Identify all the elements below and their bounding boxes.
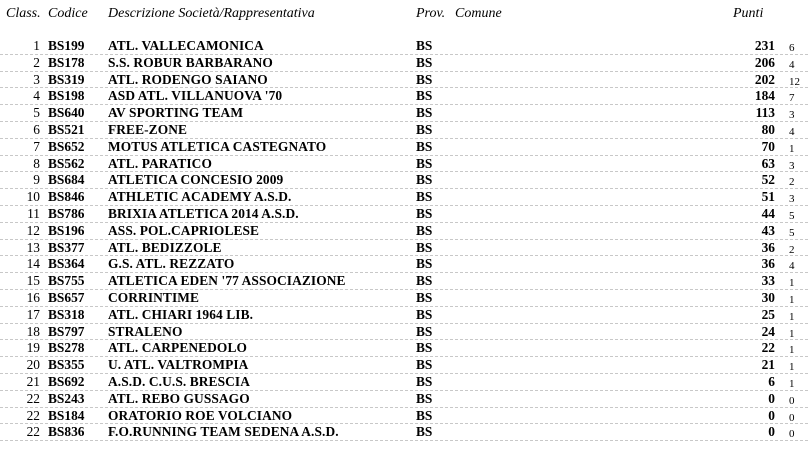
header-points: Punti [733, 6, 764, 21]
header-description: Descrizione Società/Rappresentativa [108, 6, 315, 21]
code-cell: BS657 [48, 289, 85, 305]
rank-cell: 9 [33, 172, 40, 188]
count-cell: 1 [789, 293, 795, 306]
table-row [0, 105, 808, 122]
count-cell: 4 [789, 58, 795, 71]
code-cell: BS184 [48, 407, 85, 423]
points-cell: 30 [761, 289, 775, 305]
code-cell: BS692 [48, 373, 85, 389]
rank-cell: 17 [26, 306, 40, 322]
count-cell: 3 [789, 159, 795, 172]
club-name-cell: AV SPORTING TEAM [108, 105, 244, 121]
points-cell: 206 [754, 54, 775, 70]
points-cell: 36 [761, 256, 775, 272]
table-row [0, 357, 808, 374]
count-cell: 5 [789, 226, 795, 239]
points-cell: 0 [768, 424, 775, 440]
code-cell: BS355 [48, 357, 85, 373]
code-cell: BS243 [48, 390, 85, 406]
club-name-cell: ATL. CHIARI 1964 LIB. [108, 306, 254, 322]
points-cell: 21 [761, 357, 775, 373]
table-row [0, 424, 808, 441]
code-cell: BS318 [48, 306, 85, 322]
table-row [0, 172, 808, 189]
club-name-cell: F.O.RUNNING TEAM SEDENA A.S.D. [108, 424, 339, 440]
code-cell: BS836 [48, 424, 85, 440]
count-cell: 0 [789, 411, 795, 424]
rank-cell: 1 [33, 38, 40, 53]
province-cell: BS [416, 105, 433, 121]
table-row [0, 55, 808, 72]
table-row [0, 408, 808, 425]
rank-cell: 22 [26, 424, 40, 440]
province-cell: BS [416, 88, 433, 104]
count-cell: 5 [789, 209, 795, 222]
rank-cell: 18 [26, 323, 40, 339]
ranking-table [0, 38, 808, 441]
club-name-cell: G.S. ATL. REZZATO [108, 256, 235, 272]
province-cell: BS [416, 424, 433, 440]
province-cell: BS [416, 54, 433, 70]
club-name-cell: ATL. BEDIZZOLE [108, 239, 222, 255]
points-cell: 0 [768, 390, 775, 406]
province-cell: BS [416, 373, 433, 389]
rank-cell: 5 [33, 105, 40, 121]
rank-cell: 12 [26, 222, 40, 238]
code-cell: BS319 [48, 71, 85, 87]
table-row [0, 391, 808, 408]
province-cell: BS [416, 71, 433, 87]
table-row [0, 324, 808, 341]
rank-cell: 7 [33, 138, 40, 154]
header-province: Prov. [416, 6, 446, 21]
points-cell: 24 [761, 323, 775, 339]
province-cell: BS [416, 138, 433, 154]
province-cell: BS [416, 155, 433, 171]
table-row [0, 139, 808, 156]
table-row [0, 256, 808, 273]
table-row [0, 307, 808, 324]
province-cell: BS [416, 205, 433, 221]
club-name-cell: ASS. POL.CAPRIOLESE [108, 222, 260, 238]
count-cell: 4 [789, 125, 795, 138]
province-cell: BS [416, 172, 433, 188]
rank-cell: 16 [26, 289, 40, 305]
count-cell: 12 [789, 75, 800, 88]
points-cell: 70 [761, 138, 775, 154]
province-cell: BS [416, 306, 433, 322]
code-cell: BS364 [48, 256, 85, 272]
rank-cell: 15 [26, 273, 40, 289]
count-cell: 4 [789, 260, 795, 273]
count-cell: 2 [789, 176, 795, 189]
points-cell: 36 [761, 239, 775, 255]
province-cell: BS [416, 256, 433, 272]
header-class: Class. [6, 6, 41, 21]
points-cell: 43 [761, 222, 775, 238]
rank-cell: 22 [26, 390, 40, 406]
table-row [0, 206, 808, 223]
province-cell: BS [416, 189, 433, 205]
club-name-cell: ATHLETIC ACADEMY A.S.D. [108, 189, 292, 205]
province-cell: BS [416, 323, 433, 339]
province-cell: BS [416, 357, 433, 373]
code-cell: BS652 [48, 138, 85, 154]
club-name-cell: STRALENO [108, 323, 183, 339]
code-cell: BS377 [48, 239, 85, 255]
table-row [0, 72, 808, 89]
province-cell: BS [416, 340, 433, 356]
table-row [0, 273, 808, 290]
count-cell: 1 [789, 277, 795, 290]
club-name-cell: ATL. CARPENEDOLO [108, 340, 247, 356]
points-cell: 44 [761, 205, 775, 221]
rank-cell: 2 [33, 54, 40, 70]
count-cell: 1 [789, 377, 795, 390]
points-cell: 202 [754, 71, 775, 87]
code-cell: BS797 [48, 323, 85, 339]
points-cell: 184 [754, 88, 775, 104]
points-cell: 33 [761, 273, 775, 289]
points-cell: 63 [761, 155, 775, 171]
club-name-cell: MOTUS ATLETICA CASTEGNATO [108, 138, 327, 154]
rank-cell: 14 [26, 256, 40, 272]
code-cell: BS562 [48, 155, 85, 171]
code-cell: BS196 [48, 222, 85, 238]
header-code: Codice [48, 6, 88, 21]
count-cell: 3 [789, 109, 795, 122]
club-name-cell: ATL. RODENGO SAIANO [108, 71, 268, 87]
rank-cell: 8 [33, 155, 40, 171]
points-cell: 51 [761, 189, 775, 205]
table-row [0, 189, 808, 206]
points-cell: 25 [761, 306, 775, 322]
code-cell: BS640 [48, 105, 85, 121]
rank-cell: 20 [26, 357, 40, 373]
table-row [0, 88, 808, 105]
points-cell: 6 [768, 373, 775, 389]
count-cell: 3 [789, 193, 795, 206]
club-name-cell: ATLETICA EDEN '77 ASSOCIAZIONE [108, 273, 346, 289]
code-cell: BS521 [48, 121, 85, 137]
points-cell: 80 [761, 121, 775, 137]
header-comune: Comune [455, 6, 502, 21]
code-cell: BS755 [48, 273, 85, 289]
rank-cell: 21 [26, 373, 40, 389]
count-cell: 6 [789, 42, 795, 54]
code-cell: BS178 [48, 54, 85, 70]
club-name-cell: U. ATL. VALTROMPIA [108, 357, 249, 373]
club-name-cell: CORRINTIME [108, 289, 200, 305]
province-cell: BS [416, 239, 433, 255]
table-row [0, 156, 808, 173]
code-cell: BS198 [48, 88, 85, 104]
count-cell: 1 [789, 142, 795, 155]
province-cell: BS [416, 222, 433, 238]
code-cell: BS278 [48, 340, 85, 356]
count-cell: 7 [789, 92, 795, 105]
count-cell: 1 [789, 310, 795, 323]
table-row [0, 240, 808, 257]
province-cell: BS [416, 273, 433, 289]
club-name-cell: ASD ATL. VILLANUOVA '70 [108, 88, 283, 104]
table-row [0, 223, 808, 240]
rank-cell: 13 [26, 239, 40, 255]
club-name-cell: ATL. REBO GUSSAGO [108, 390, 250, 406]
club-name-cell: ORATORIO ROE VOLCIANO [108, 407, 293, 423]
count-cell: 2 [789, 243, 795, 256]
province-cell: BS [416, 289, 433, 305]
points-cell: 22 [761, 340, 775, 356]
rank-cell: 6 [33, 121, 40, 137]
rank-cell: 4 [33, 88, 40, 104]
code-cell: BS786 [48, 205, 85, 221]
province-cell: BS [416, 390, 433, 406]
points-cell: 231 [754, 38, 775, 53]
club-name-cell: ATLETICA CONCESIO 2009 [108, 172, 284, 188]
table-row [0, 38, 808, 55]
club-name-cell: BRIXIA ATLETICA 2014 A.S.D. [108, 205, 299, 221]
table-row [0, 374, 808, 391]
points-cell: 113 [755, 105, 775, 121]
rank-cell: 22 [26, 407, 40, 423]
count-cell: 0 [789, 428, 795, 441]
code-cell: BS846 [48, 189, 85, 205]
count-cell: 1 [789, 327, 795, 340]
count-cell: 0 [789, 394, 795, 407]
rank-cell: 19 [26, 340, 40, 356]
code-cell: BS684 [48, 172, 85, 188]
points-cell: 52 [761, 172, 775, 188]
province-cell: BS [416, 121, 433, 137]
club-name-cell: ATL. PARATICO [108, 155, 212, 171]
points-cell: 0 [768, 407, 775, 423]
count-cell: 1 [789, 344, 795, 357]
table-row [0, 290, 808, 307]
province-cell: BS [416, 407, 433, 423]
table-row [0, 340, 808, 357]
club-name-cell: A.S.D. C.U.S. BRESCIA [108, 373, 250, 389]
rank-cell: 11 [27, 205, 40, 221]
table-row [0, 122, 808, 139]
table-header [0, 6, 808, 26]
club-name-cell: ATL. VALLECAMONICA [108, 38, 264, 53]
club-name-cell: FREE-ZONE [108, 121, 188, 137]
code-cell: BS199 [48, 38, 85, 53]
province-cell: BS [416, 38, 433, 53]
rank-cell: 10 [26, 189, 40, 205]
club-name-cell: S.S. ROBUR BARBARANO [108, 54, 273, 70]
count-cell: 1 [789, 361, 795, 374]
rank-cell: 3 [33, 71, 40, 87]
